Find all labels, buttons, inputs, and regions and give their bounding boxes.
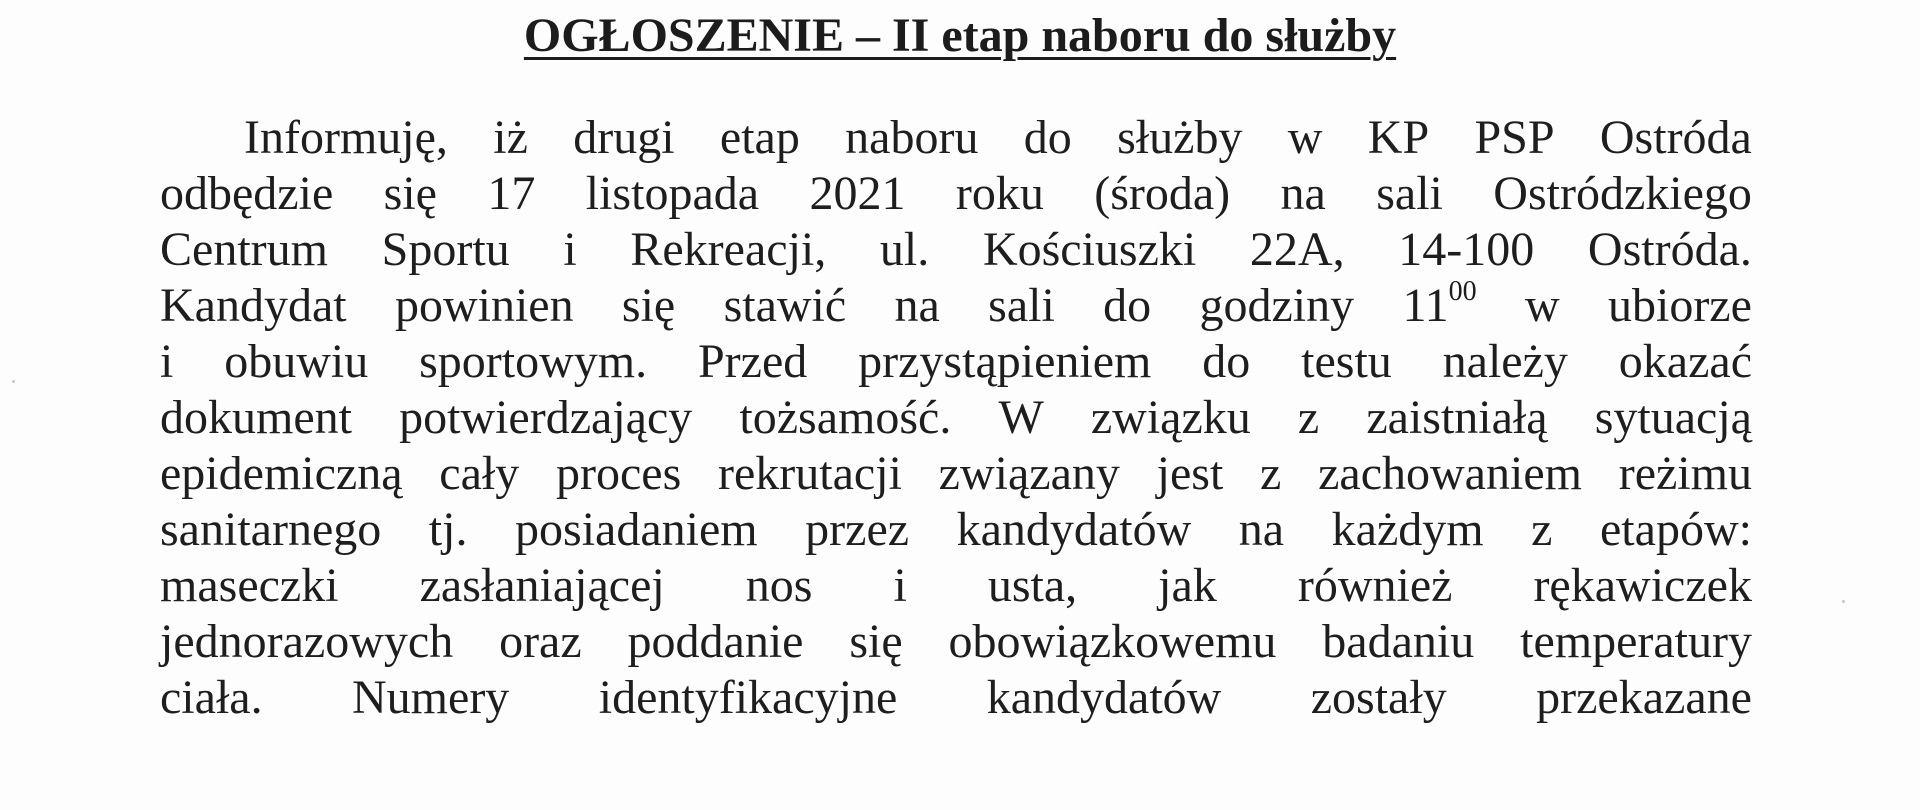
word: reżimu	[1618, 447, 1752, 500]
word: należy	[1442, 335, 1568, 388]
document-title-text: OGŁOSZENIE – II etap naboru do służby	[523, 9, 1397, 62]
word: również	[1297, 559, 1453, 612]
paragraph-line	[160, 614, 1752, 670]
word: Przed	[697, 335, 808, 388]
word: okazać	[1618, 335, 1752, 388]
word: sanitarnego	[160, 503, 382, 556]
scan-speck	[12, 380, 15, 383]
word: 2021	[809, 167, 906, 220]
word: stawić	[723, 279, 847, 332]
word: się	[383, 167, 437, 220]
word: Ostróda	[1599, 111, 1752, 164]
word: w	[1524, 279, 1560, 332]
word: KP	[1367, 111, 1430, 164]
word: Informuję,	[244, 111, 448, 164]
word: Kandydat	[160, 279, 347, 332]
word: jest	[1156, 447, 1224, 500]
word: maseczki	[160, 559, 339, 612]
word: przekazane	[1536, 671, 1752, 724]
word: 14-100	[1398, 223, 1535, 276]
word: ciała.	[160, 671, 263, 724]
word: roku	[955, 167, 1044, 220]
word: nos	[745, 559, 813, 612]
word: tożsamość.	[739, 391, 952, 444]
word: etap	[719, 111, 800, 164]
word: służby	[1117, 111, 1243, 164]
word: się	[849, 615, 903, 668]
word: listopada	[585, 167, 760, 220]
word: Rekreacji,	[630, 223, 827, 276]
word: Ostróda.	[1587, 223, 1752, 276]
word: na	[1280, 167, 1326, 220]
word: sali	[988, 279, 1055, 332]
word: drugi	[573, 111, 675, 164]
word: jak	[1158, 559, 1217, 612]
scan-speck	[1842, 600, 1845, 603]
word: obuwiu	[224, 335, 369, 388]
word: sali	[1376, 167, 1443, 220]
paragraph-line	[160, 166, 1752, 222]
word: do	[1103, 279, 1152, 332]
word: Numery	[352, 671, 510, 724]
word: każdym	[1331, 503, 1484, 556]
document-title	[0, 6, 1920, 66]
word: kandydatów	[986, 671, 1222, 724]
word: badaniu	[1322, 615, 1475, 668]
paragraph-line	[160, 390, 1752, 446]
word: Ostródzkiego	[1493, 167, 1752, 220]
word: się	[621, 279, 676, 332]
word: obowiązkowemu	[948, 615, 1277, 668]
word: zostały	[1310, 671, 1447, 724]
word: jednorazowych	[160, 615, 454, 668]
word: na	[1238, 503, 1285, 556]
word: na	[894, 279, 940, 332]
paragraph-line	[160, 502, 1752, 558]
word: kandydatów	[956, 503, 1192, 556]
paragraph-line	[160, 278, 1752, 334]
word: oraz	[499, 615, 582, 668]
word: Kościuszki	[982, 223, 1197, 276]
word: W	[998, 391, 1044, 444]
paragraph-line	[160, 558, 1752, 614]
word: i	[893, 559, 907, 612]
word: cały	[439, 447, 520, 500]
word: poddanie	[627, 615, 804, 668]
word: iż	[493, 111, 528, 164]
word: zaistniałą	[1366, 391, 1548, 444]
paragraph-line	[160, 110, 1752, 166]
word: ubiorze	[1607, 279, 1752, 332]
word: sytuacją	[1594, 391, 1752, 444]
word: przez	[805, 503, 910, 556]
paragraph-line	[160, 334, 1752, 390]
word: temperatury	[1520, 615, 1752, 668]
word: testu	[1301, 335, 1392, 388]
word: do	[1023, 111, 1072, 164]
word: epidemiczną	[160, 447, 403, 500]
word: i	[160, 335, 174, 388]
word: do	[1202, 335, 1251, 388]
word: posiadaniem	[515, 503, 758, 556]
word: godziny	[1199, 279, 1355, 332]
word: tj.	[428, 503, 468, 556]
word: rekrutacji	[718, 447, 902, 500]
word: powinien	[394, 279, 574, 332]
word: etapów:	[1600, 503, 1752, 556]
word: dokument	[160, 391, 352, 444]
word: z	[1297, 391, 1320, 444]
word: z	[1260, 447, 1282, 500]
word: związku	[1090, 391, 1251, 444]
word: Centrum	[160, 223, 328, 276]
word: przystąpieniem	[858, 335, 1152, 388]
paragraph-line	[160, 670, 1752, 726]
word: (środa)	[1094, 167, 1231, 220]
word: ul.	[879, 223, 930, 276]
word: związany	[938, 447, 1120, 500]
word: proces	[555, 447, 682, 500]
word: naboru	[845, 111, 979, 164]
word: identyfikacyjne	[598, 671, 898, 724]
hour-superscript: 00	[1448, 276, 1477, 307]
document-body	[160, 110, 1752, 726]
word: 17	[487, 167, 536, 220]
word: rękawiczek	[1533, 559, 1752, 612]
paragraph-line	[160, 446, 1752, 502]
word: odbędzie	[160, 167, 334, 220]
word: Sportu	[381, 223, 510, 276]
word: usta,	[987, 559, 1078, 612]
word: sportowym.	[419, 335, 648, 388]
word: z	[1531, 503, 1553, 556]
word: w	[1287, 111, 1323, 164]
word: zachowaniem	[1318, 447, 1582, 500]
word: i	[563, 223, 577, 276]
word: $11^{00}$	[1402, 276, 1477, 332]
paragraph-line	[160, 222, 1752, 278]
word: PSP	[1474, 111, 1555, 164]
word: 22A,	[1249, 223, 1345, 276]
word: potwierdzający	[399, 391, 693, 444]
word: zasłaniającej	[419, 559, 665, 612]
